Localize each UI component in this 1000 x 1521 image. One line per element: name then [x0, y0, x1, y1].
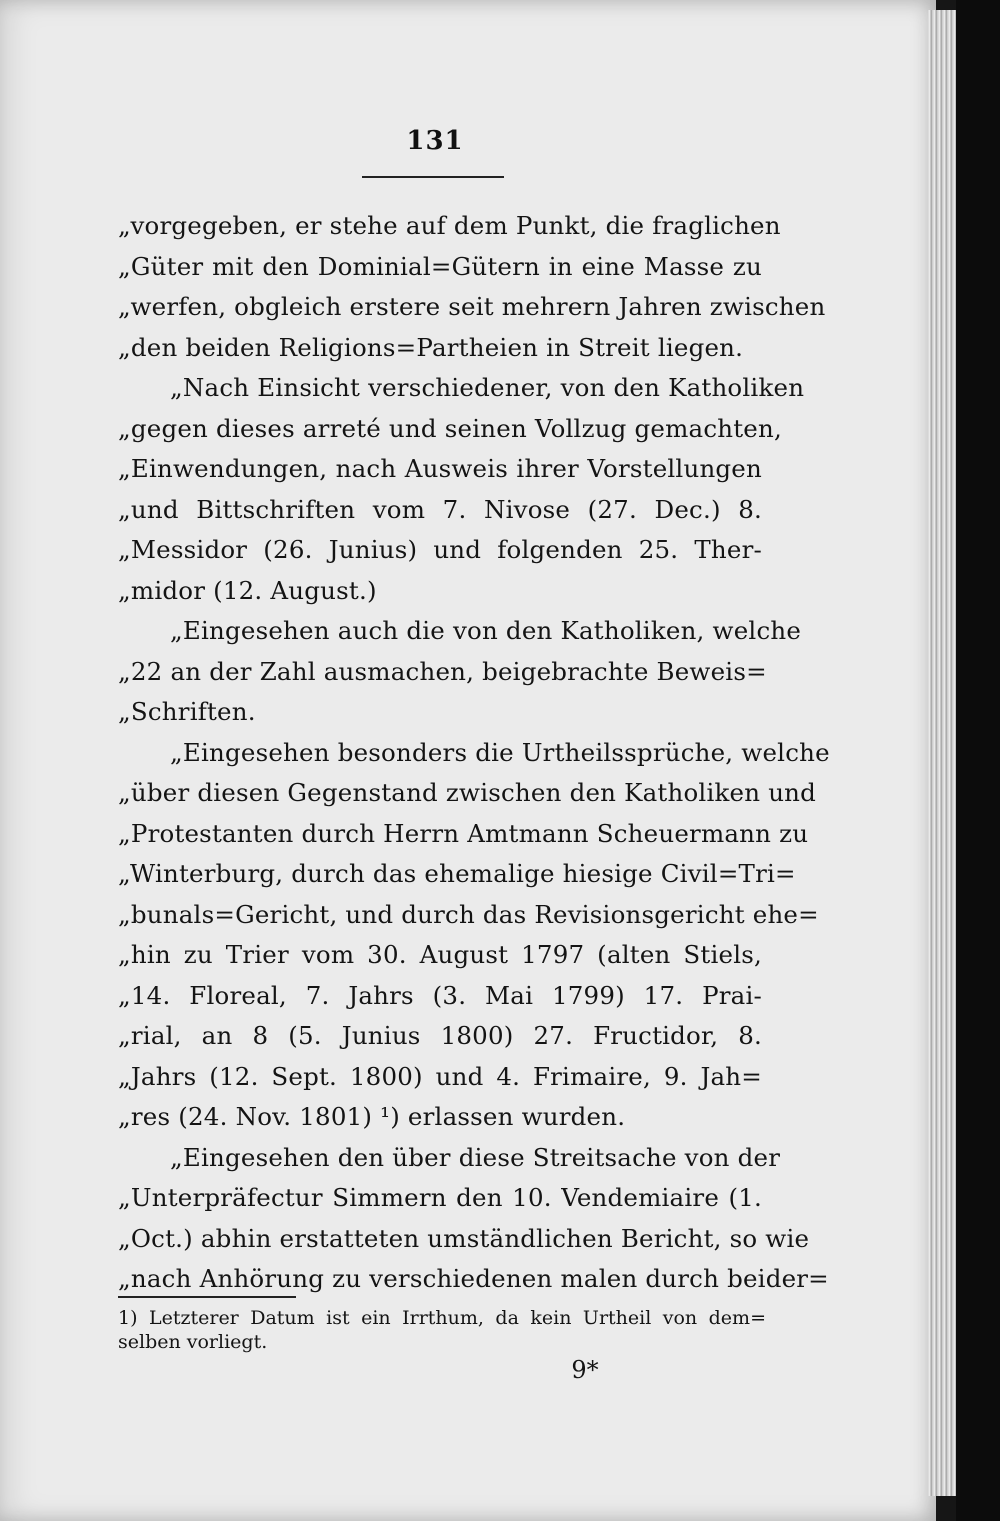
text-line: „Schriften. — [118, 697, 256, 726]
text-line: „Eingesehen besonders die Urtheilssprüche, welche — [170, 737, 830, 767]
text-line: „Jahrs (12. Sept. 1800) und 4. Frimaire, 9. Jah= — [118, 1061, 762, 1091]
text-line: „22 an der Zahl ausmachen, beigebrachte Beweis= — [118, 656, 767, 686]
page-number: 131 — [406, 126, 464, 156]
header-rule — [362, 176, 504, 178]
text-line: „midor (12. August.) — [118, 575, 377, 605]
text-line: „Eingesehen den über diese Streitsache von der — [170, 1142, 781, 1172]
text-line: „rial, an 8 (5. Junius 1800) 27. Fructidor, 8. — [118, 1021, 762, 1050]
text-line: „Winterburg, durch das ehemalige hiesige Civil=Tri= — [118, 859, 796, 888]
text-line: „nach Anhörung zu verschiedenen malen durch beider= — [118, 1264, 829, 1293]
text-line: „über diesen Gegenstand zwischen den Katholiken und — [118, 778, 817, 807]
text-line: „Eingesehen auch die von den Katholiken, welche — [170, 616, 802, 645]
footnote-line: selben vorliegt. — [118, 1331, 268, 1353]
text-line: „14. Floreal, 7. Jahrs (3. Mai 1799) 17. Prai- — [118, 980, 762, 1010]
book-cover — [956, 0, 1000, 1521]
text-line: „den beiden Religions=Partheien in Streit liegen. — [118, 332, 744, 362]
text-line: „Güter mit den Dominial=Gütern in eine Masse zu — [118, 251, 762, 281]
footnote-line: 1) Letzterer Datum ist ein Irrthum, da kein Urtheil von dem= — [118, 1307, 766, 1329]
text-line: „und Bittschriften vom 7. Nivose (27. Dec.) 8. — [118, 494, 762, 524]
text-line: „res (24. Nov. 1801) ¹) erlassen wurden. — [118, 1102, 626, 1131]
text-line: „Einwendungen, nach Ausweis ihrer Vorstellungen — [118, 454, 762, 483]
text-line: „Unterpräfectur Simmern den 10. Vendemiaire (1. — [118, 1183, 762, 1212]
text-line: „Oct.) abhin erstatteten umständlichen Bericht, so wie — [118, 1223, 810, 1253]
text-line: „Nach Einsicht verschiedener, von den Katholiken — [170, 373, 805, 402]
signature-mark: 9* — [571, 1356, 599, 1384]
body-text — [118, 206, 830, 1300]
text-line: „bunals=Gericht, und durch das Revisionsgericht ehe= — [118, 899, 819, 929]
page-edges — [928, 10, 958, 1496]
text-line: „gegen dieses arreté und seinen Vollzug gemachten, — [118, 413, 782, 443]
footnote-rule — [118, 1296, 296, 1298]
footnote — [118, 1306, 766, 1354]
text-line: „Protestanten durch Herrn Amtmann Scheuermann zu — [118, 818, 809, 848]
text-line: „Messidor (26. Junius) und folgenden 25. Ther- — [118, 535, 762, 564]
text-line: „hin zu Trier vom 30. August 1797 (alten Stiels, — [118, 940, 762, 969]
text-line: „werfen, obgleich erstere seit mehrern Jahren zwischen — [118, 292, 826, 321]
text-line: „vorgegeben, er stehe auf dem Punkt, die fraglichen — [118, 211, 781, 240]
